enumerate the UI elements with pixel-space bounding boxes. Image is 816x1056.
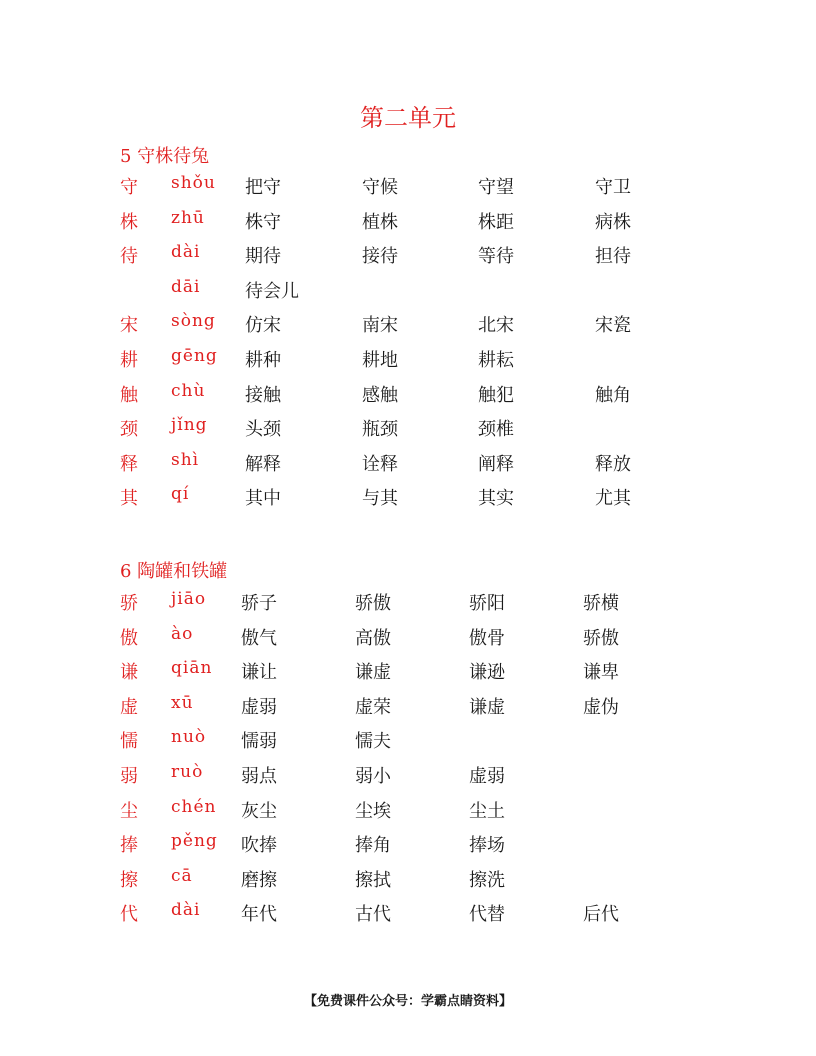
word: 瓶颈 [362, 419, 398, 441]
word: 与其 [362, 488, 398, 510]
pinyin: dāi [171, 276, 201, 297]
character: 傲 [120, 627, 138, 649]
word: 释放 [595, 453, 631, 475]
word: 谦虚 [355, 662, 391, 684]
word: 灰尘 [241, 800, 277, 822]
word: 颈椎 [478, 419, 514, 441]
vocab-row [0, 169, 816, 204]
character: 骄 [120, 593, 138, 614]
vocab-row [0, 758, 816, 793]
word: 耕耘 [478, 349, 514, 371]
character: 虚 [120, 696, 138, 718]
word: 古代 [355, 904, 391, 926]
word: 弱小 [355, 765, 391, 787]
pinyin: ào [171, 623, 194, 644]
word: 待会儿 [245, 280, 299, 302]
word: 株守 [245, 211, 281, 233]
word: 接待 [362, 246, 398, 268]
vocab-row [0, 827, 816, 862]
lesson-title: 5 守株待兔 [120, 146, 210, 167]
word: 谦卑 [583, 662, 619, 684]
vocab-row [0, 896, 816, 931]
word: 骄傲 [355, 593, 391, 614]
pinyin: chén [171, 796, 217, 817]
vocab-row [0, 689, 816, 724]
character: 懦 [120, 731, 138, 753]
pinyin: shǒu [171, 173, 216, 193]
word: 骄傲 [583, 627, 619, 649]
word: 虚弱 [241, 696, 277, 718]
pinyin: sòng [171, 311, 216, 332]
word: 弱点 [241, 765, 277, 787]
word: 阐释 [478, 453, 514, 475]
character: 释 [120, 453, 138, 475]
word: 株距 [478, 211, 514, 233]
pinyin: pěng [171, 831, 218, 852]
character: 捧 [120, 835, 138, 857]
word: 谦虚 [469, 696, 505, 718]
vocab-row [0, 446, 816, 481]
word: 年代 [241, 904, 277, 926]
word: 触犯 [478, 384, 514, 406]
word: 南宋 [362, 315, 398, 337]
word: 捧角 [355, 835, 391, 857]
lesson-title: 6 陶罐和铁罐 [120, 561, 228, 582]
vocab-row [0, 238, 816, 273]
vocab-row [0, 585, 816, 620]
character: 颈 [120, 419, 138, 441]
pinyin: shì [171, 449, 200, 470]
word: 代替 [469, 904, 505, 926]
pinyin: jiāo [171, 589, 207, 609]
word: 擦洗 [469, 869, 505, 891]
vocab-row [0, 862, 816, 897]
word: 骄子 [241, 593, 277, 614]
word: 耕地 [362, 349, 398, 371]
vocab-row [0, 342, 816, 377]
pinyin: jǐng [171, 415, 208, 436]
word: 感触 [362, 384, 398, 406]
word: 等待 [478, 246, 514, 268]
pinyin: xū [171, 692, 194, 713]
word: 守望 [478, 177, 514, 198]
word: 捧场 [469, 835, 505, 857]
character: 其 [120, 488, 138, 510]
word: 吹捧 [241, 835, 277, 857]
character: 触 [120, 384, 138, 406]
word: 虚荣 [355, 696, 391, 718]
pinyin: dài [171, 900, 201, 921]
pinyin: zhū [171, 207, 205, 228]
word: 骄横 [583, 593, 619, 614]
vocab-row [0, 620, 816, 655]
word: 仿宋 [245, 315, 281, 337]
word: 傲气 [241, 627, 277, 649]
word: 高傲 [355, 627, 391, 649]
word: 担待 [595, 246, 631, 268]
word: 谦逊 [469, 662, 505, 684]
lesson-2-vocab-list [0, 585, 816, 931]
character: 擦 [120, 869, 138, 891]
word: 谦让 [241, 662, 277, 684]
word: 骄阳 [469, 593, 505, 614]
pinyin: nuò [171, 727, 207, 748]
pinyin: qí [171, 484, 190, 505]
word: 解释 [245, 453, 281, 475]
character: 尘 [120, 800, 138, 822]
word: 宋瓷 [595, 315, 631, 337]
word: 磨擦 [241, 869, 277, 891]
word: 尘埃 [355, 800, 391, 822]
pinyin: cā [171, 865, 193, 886]
pinyin: gēng [171, 345, 218, 366]
vocab-row [0, 411, 816, 446]
pinyin: ruò [171, 761, 204, 782]
word: 尤其 [595, 488, 631, 510]
character: 宋 [120, 315, 138, 337]
word: 虚弱 [469, 765, 505, 787]
vocab-row [0, 307, 816, 342]
character: 待 [120, 246, 138, 268]
vocab-row [0, 480, 816, 515]
vocab-row [0, 654, 816, 689]
character: 代 [120, 904, 138, 926]
word: 诠释 [362, 453, 398, 475]
character: 守 [120, 177, 138, 198]
character: 株 [120, 211, 138, 233]
word: 接触 [245, 384, 281, 406]
character: 谦 [120, 662, 138, 684]
word: 植株 [362, 211, 398, 233]
page-title: 第二单元 [360, 104, 456, 132]
vocab-row [0, 723, 816, 758]
pinyin: chù [171, 380, 206, 401]
word: 其实 [478, 488, 514, 510]
word: 懦夫 [355, 731, 391, 753]
word: 守候 [362, 177, 398, 198]
vocab-row [0, 377, 816, 412]
word: 病株 [595, 211, 631, 233]
vocab-row [0, 204, 816, 239]
pinyin: dài [171, 242, 201, 263]
word: 懦弱 [241, 731, 277, 753]
word: 期待 [245, 246, 281, 268]
word: 耕种 [245, 349, 281, 371]
word: 守卫 [595, 177, 631, 198]
footer-note: 【免费课件公众号：学霸点睛资料】 [303, 994, 512, 1009]
word: 后代 [583, 904, 619, 926]
word: 北宋 [478, 315, 514, 337]
word: 头颈 [245, 419, 281, 441]
character: 弱 [120, 765, 138, 787]
pinyin: qiān [171, 658, 213, 679]
word: 其中 [245, 488, 281, 510]
word: 尘土 [469, 800, 505, 822]
vocab-row [0, 793, 816, 828]
character: 耕 [120, 349, 138, 371]
word: 擦拭 [355, 869, 391, 891]
word: 把守 [245, 177, 281, 198]
word: 触角 [595, 384, 631, 406]
word: 虚伪 [583, 696, 619, 718]
lesson-1-vocab-list [0, 169, 816, 515]
word: 傲骨 [469, 627, 505, 649]
vocab-row [0, 273, 816, 308]
